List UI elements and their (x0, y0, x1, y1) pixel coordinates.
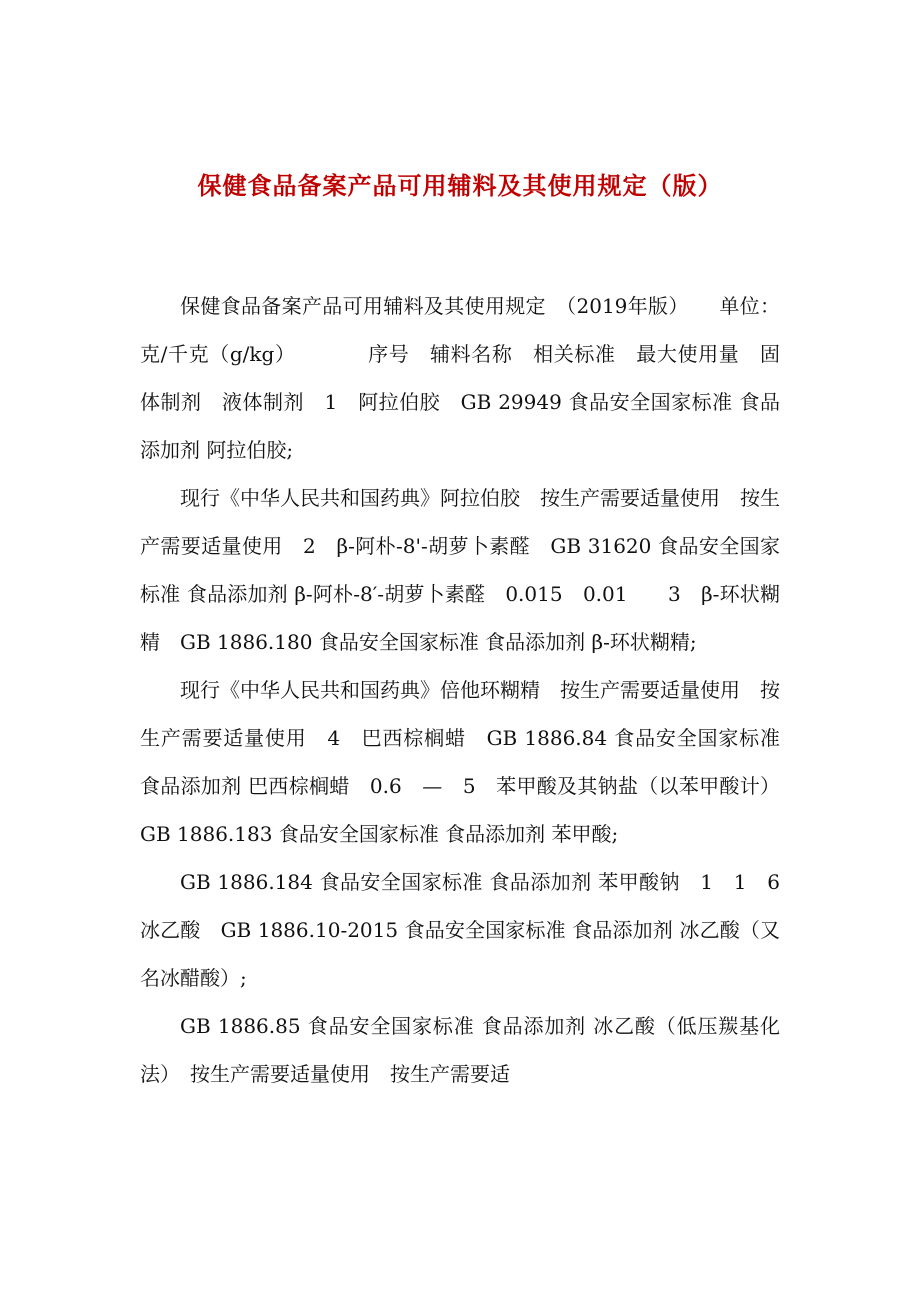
document-title: 保健食品备案产品可用辅料及其使用规定（版） (197, 171, 723, 200)
paragraph-5: GB 1886.85 食品安全国家标准 食品添加剂 冰乙酸（低压羰基化法） 按生产需要适量使用 按生产需要适 (140, 1014, 780, 1086)
paragraph-4: GB 1886.184 食品安全国家标准 食品添加剂 苯甲酸钠 1 1 6 冰乙酸 GB 1886.10-2015 食品安全国家标准 食品添加剂 冰乙酸（又名冰醋酸）; (140, 870, 800, 990)
paragraph-2: 现行《中华人民共和国药典》阿拉伯胶 按生产需要适量使用 按生产需要适量使用 2 β-阿朴-8'-胡萝卜素醛 GB 31620 食品安全国家标准 食品添加剂 β-阿朴-8′-胡萝卜素醛 0.015 0.01 3 β-环状糊精 GB 1886.180 食品安全国家标准 食品添加剂 β-环状糊精; (140, 486, 780, 654)
paragraph-1: 保健食品备案产品可用辅料及其使用规定 （2019年版） 单位：克/千克（g/kg） 序号 辅料名称 相关标准 最大使用量 固体制剂 液体制剂 1 阿拉伯胶 GB 29949 食品安全国家标准 食品添加剂 阿拉伯胶; (140, 294, 780, 462)
paragraph-3: 现行《中华人民共和国药典》倍他环糊精 按生产需要适量使用 按生产需要适量使用 4 巴西棕榈蜡 GB 1886.84 食品安全国家标准 食品添加剂 巴西棕榈蜡 0.6 — 5 苯甲酸及其钠盐（以苯甲酸计）GB 1886.183 食品安全国家标准 食品添加剂 苯甲酸; (140, 678, 787, 846)
document-body (140, 282, 800, 1098)
